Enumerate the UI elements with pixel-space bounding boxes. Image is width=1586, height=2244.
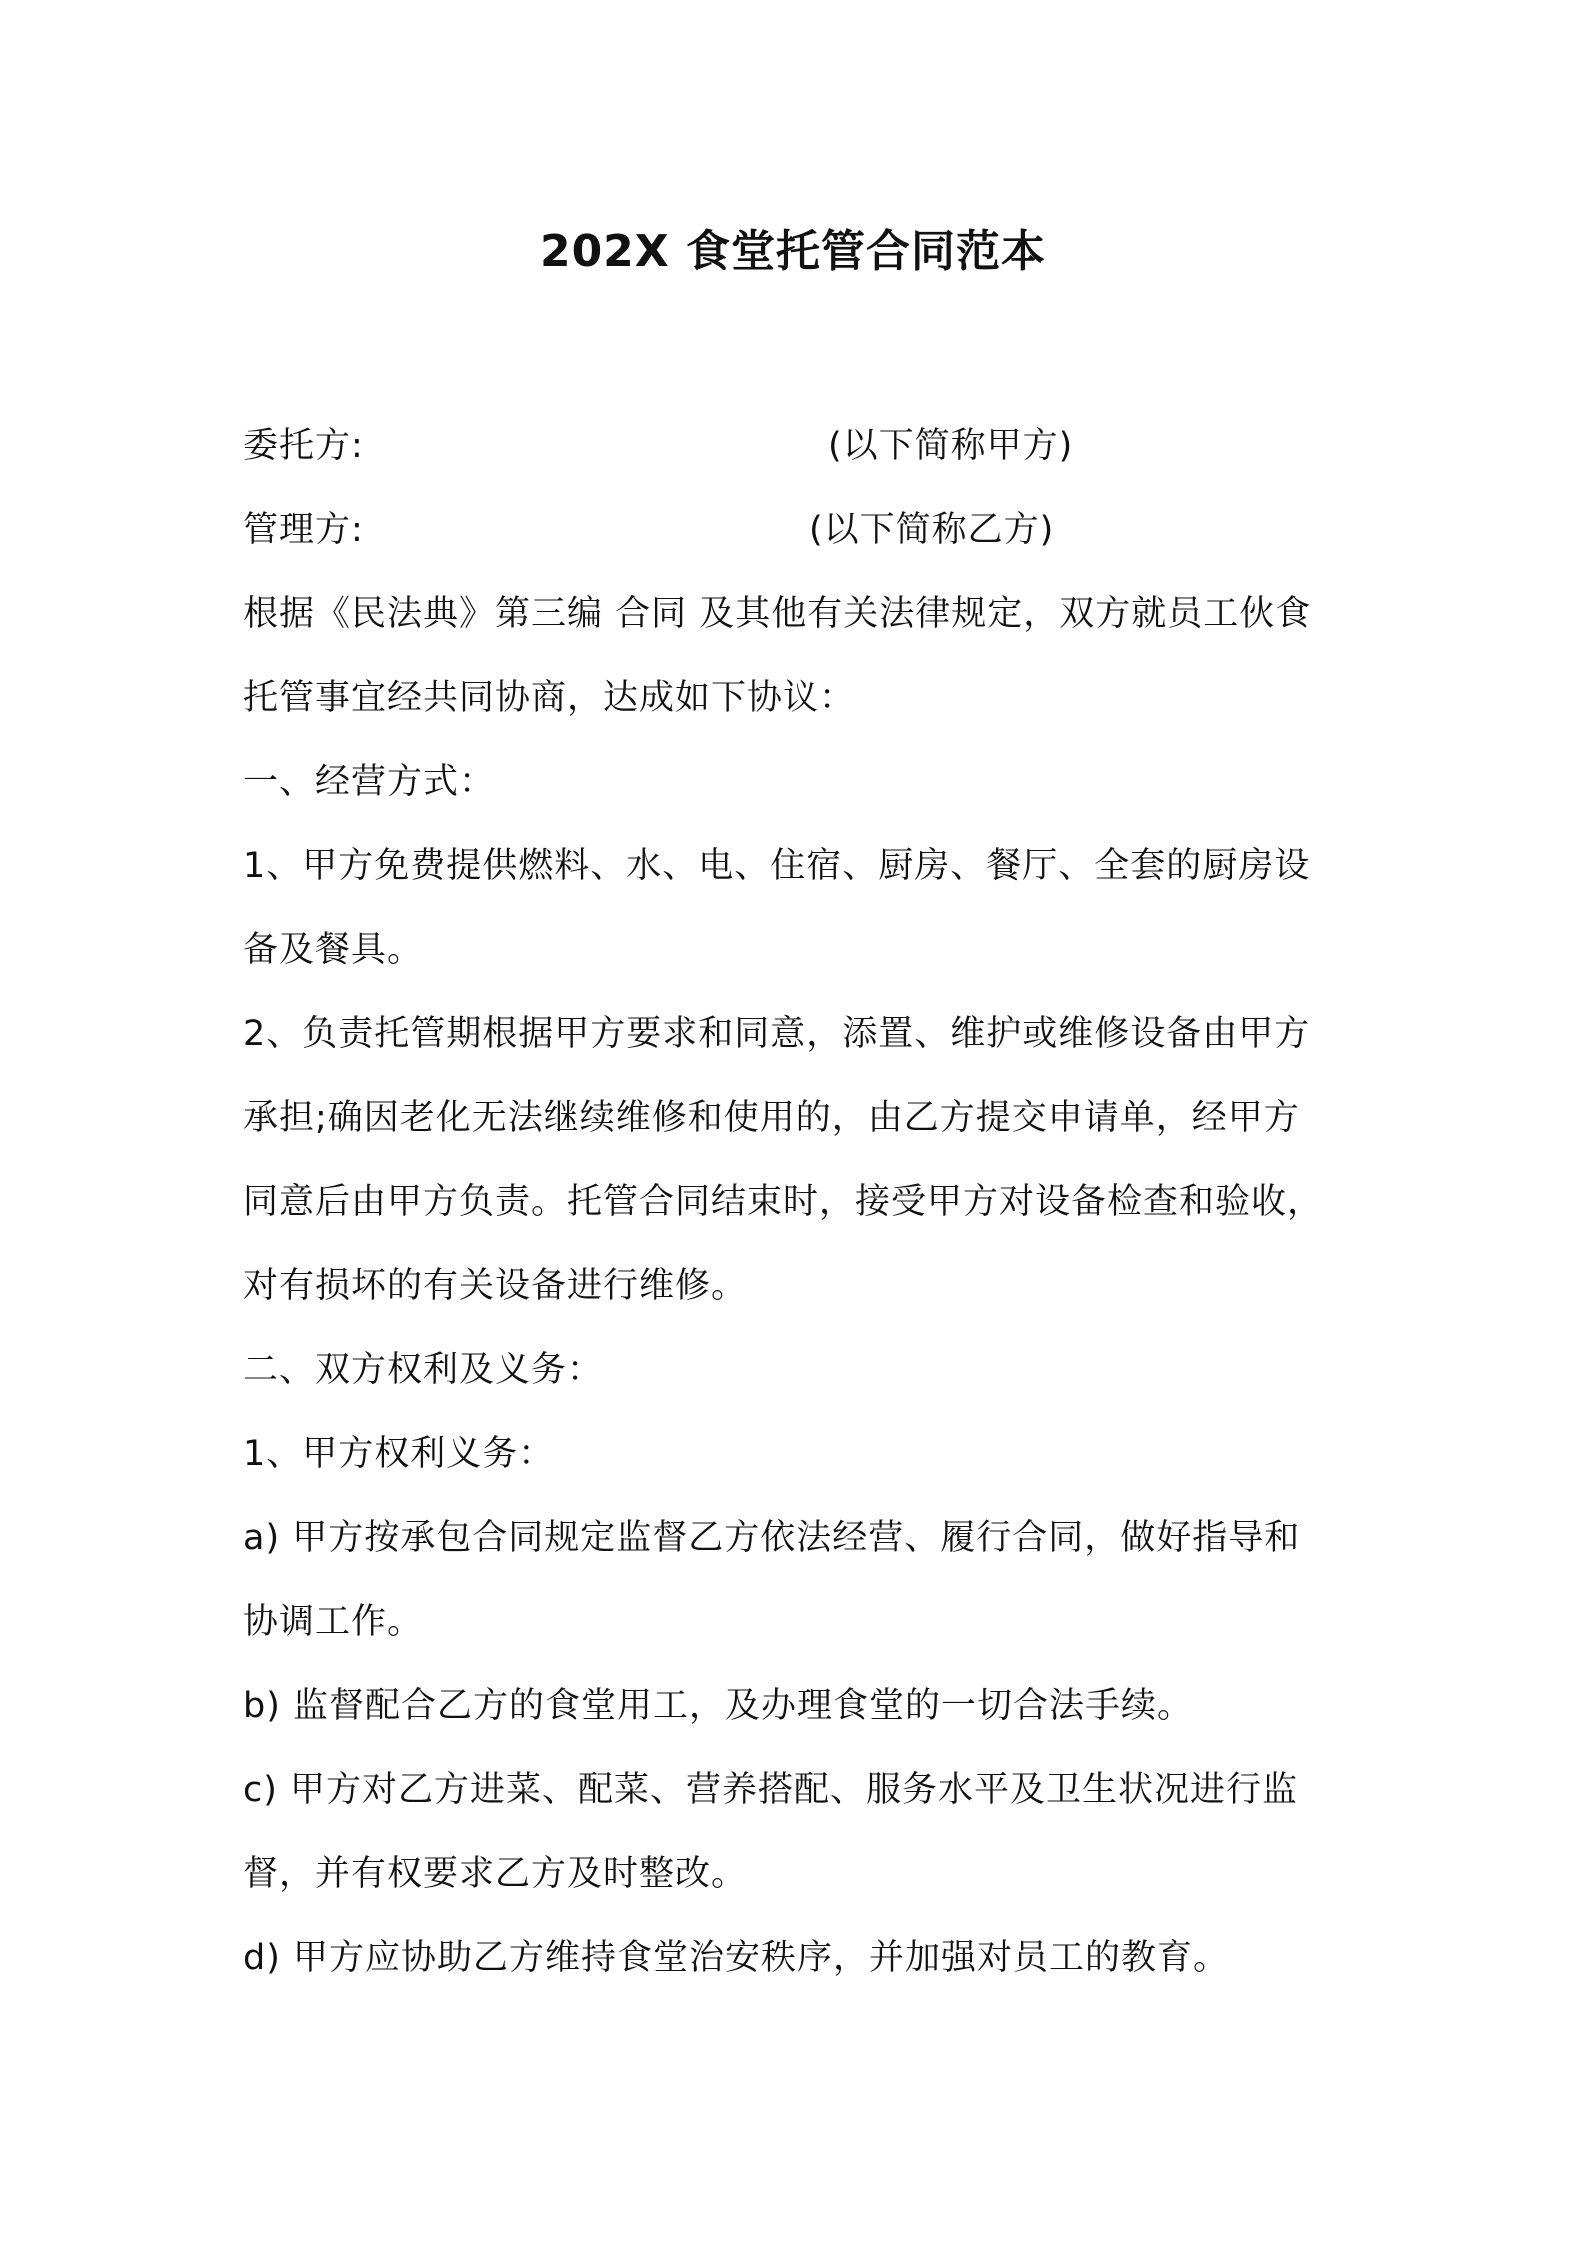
body-line: d) 甲方应协助乙方维持食堂治安秩序，并加强对员工的教育。 [243,1938,1229,1978]
body-line: 同意后由甲方负责。托管合同结束时，接受甲方对设备检查和验收， [243,1182,1324,1222]
party-a-line [243,404,1361,488]
body-line: c) 甲方对乙方进菜、配菜、营养搭配、服务水平及卫生状况进行监 [243,1770,1299,1810]
document-body [243,404,1361,2000]
document-title: 202X 食堂托管合同范本 [539,226,1047,277]
section-heading: 二、双方权利及义务： [243,1350,604,1390]
party-a-note: (以下简称甲方) [828,426,1074,466]
party-a-label: 委托方: [243,426,364,466]
body-line: 承担;确因老化无法继续维修和使用的，由乙方提交申请单，经甲方 [243,1098,1300,1138]
subsection-heading: 1、甲方权利义务： [243,1434,555,1474]
body-line: 1、甲方免费提供燃料、水、电、住宿、厨房、餐厅、全套的厨房设 [243,846,1311,886]
body-line: 备及餐具。 [243,930,424,970]
body-line: 督，并有权要求乙方及时整改。 [243,1854,748,1894]
party-b-line [243,488,1361,572]
body-line: 协调工作。 [243,1602,424,1642]
body-line: b) 监督配合乙方的食堂用工，及办理食堂的一切合法手续。 [243,1686,1193,1726]
body-line: 托管事宜经共同协商，达成如下协议： [243,678,856,718]
section-heading: 一、经营方式： [243,762,496,802]
body-line: 2、负责托管期根据甲方要求和同意，添置、维护或维修设备由甲方 [243,1014,1311,1054]
body-line: a) 甲方按承包合同规定监督乙方依法经营、履行合同，做好指导和 [243,1518,1301,1558]
body-line: 根据《民法典》第三编 合同 及其他有关法律规定，双方就员工伙食 [243,594,1312,634]
party-b-label: 管理方: [243,510,364,550]
party-b-note: (以下简称乙方) [809,510,1055,550]
body-line: 对有损坏的有关设备进行维修。 [243,1266,748,1306]
